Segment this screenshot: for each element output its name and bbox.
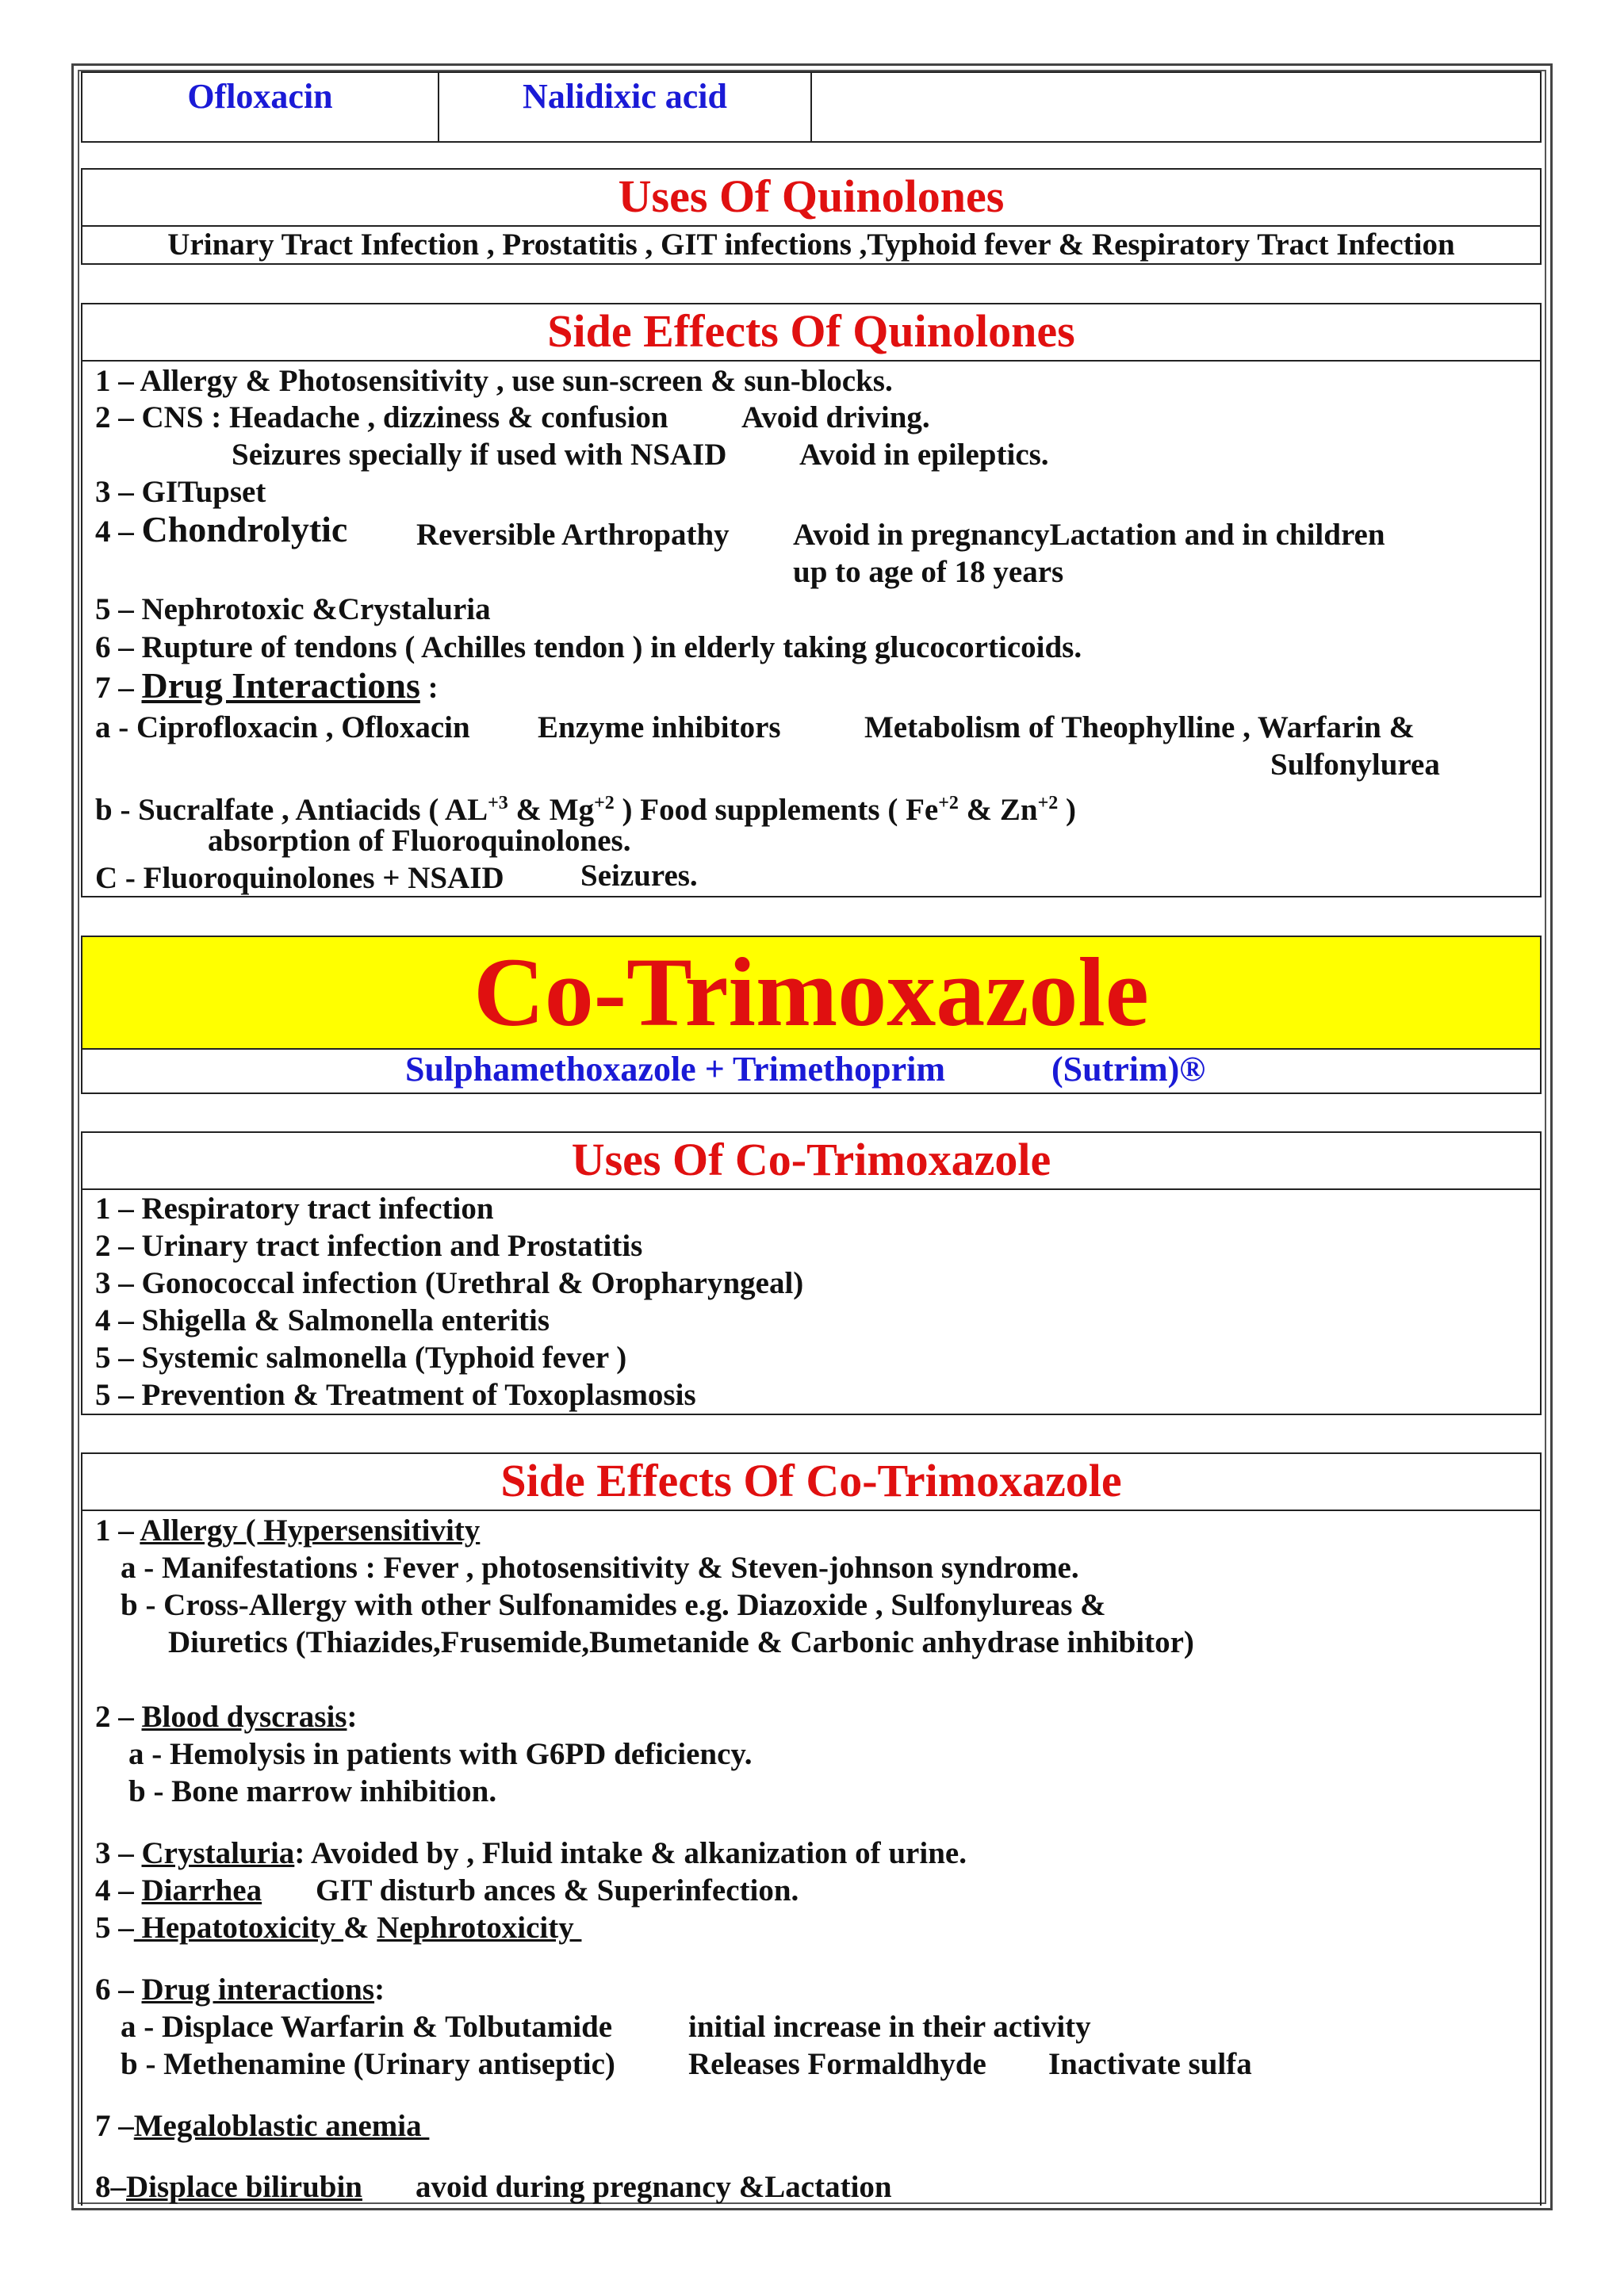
interaction-note: Metabolism of Theophylline , Warfarin & — [864, 710, 1415, 744]
side-effect-note: Avoid in pregnancyLactation and in children — [793, 518, 1385, 552]
interaction-note: Releases Formaldhyde — [688, 2047, 986, 2081]
displace-bilirubin-heading: Displace bilirubin — [126, 2170, 362, 2204]
drug-interactions-heading: Drug Interactions — [141, 665, 420, 706]
section-heading: Uses Of Quinolones — [82, 170, 1540, 227]
interaction-note: initial increase in their activity — [688, 2010, 1091, 2044]
colon: : — [347, 1700, 358, 1734]
list-item: 5 – Systemic salmonella (Typhoid fever ) — [95, 1341, 627, 1375]
line-number: 8– — [95, 2170, 126, 2204]
drug-interactions-heading: Drug interactions — [141, 1973, 375, 2007]
top-table — [81, 71, 1542, 143]
subtitle: Sulphamethoxazole + Trimethoprim — [405, 1050, 945, 1089]
hepatotoxicity-heading: Hepatotoxicity — [133, 1911, 344, 1945]
side-effect-line — [95, 665, 439, 706]
crystaluria-heading: Crystaluria — [141, 1836, 295, 1870]
table-cell-empty — [812, 73, 1540, 141]
list-item: 1 – Respiratory tract infection — [95, 1192, 494, 1226]
interaction-line: a - Displace Warfarin & Tolbutamide — [121, 2010, 613, 2044]
side-effect-note: GIT disturb ances & Superinfection. — [316, 1873, 799, 1908]
cotrimoxazole-subtitle-row — [81, 1048, 1542, 1094]
line-number: 1 – — [95, 1513, 140, 1548]
line-number: 7 – — [95, 2109, 134, 2143]
line-number: 4 – — [95, 1873, 142, 1908]
text: : Avoided by , Fluid intake & alkanization of urine. — [294, 1836, 967, 1870]
section-heading: Uses Of Co-Trimoxazole — [82, 1133, 1540, 1190]
side-effect-note: Avoid driving. — [741, 400, 930, 434]
superscript: +2 — [594, 793, 615, 813]
side-effect-line — [95, 2108, 429, 2145]
side-effect-line: a - Hemolysis in patients with G6PD deficiency. — [128, 1737, 753, 1771]
nephrotoxicity-heading: Nephrotoxicity — [377, 1911, 582, 1945]
side-effect-line: Seizures specially if used with NSAID — [232, 438, 727, 472]
line-number: 5 – — [95, 1911, 134, 1945]
interaction-line: absorption of Fluoroquinolones. — [208, 824, 631, 858]
line-number: 6 – — [95, 1973, 142, 2007]
side-effect-line — [95, 1513, 480, 1549]
interaction-note: Enzyme inhibitors — [538, 710, 781, 744]
text: & Mg — [508, 793, 595, 827]
brand-name: (Sutrim)® — [1051, 1050, 1206, 1089]
text: b - Sucralfate , Antiacids ( AL — [95, 793, 488, 827]
superscript: +3 — [488, 793, 508, 813]
list-item: 4 – Shigella & Salmonella enteritis — [95, 1303, 550, 1337]
uses-quinolones-section — [81, 168, 1542, 265]
side-effect-note: Avoid in epileptics. — [799, 438, 1049, 472]
colon: : — [374, 1973, 385, 2007]
list-item: 2 – Urinary tract infection and Prostatitis — [95, 1229, 643, 1263]
section-heading: Side Effects Of Quinolones — [82, 304, 1540, 362]
allergy-heading: Allergy ( Hypersensitivity — [140, 1513, 481, 1548]
drug-name: Ofloxacin — [187, 77, 333, 116]
side-effect-line — [95, 2169, 362, 2206]
side-effect-line — [95, 1873, 262, 1909]
diarrhea-heading: Diarrhea — [141, 1873, 262, 1908]
colon: : — [419, 671, 439, 705]
side-effect-line: b - Bone marrow inhibition. — [128, 1774, 497, 1808]
text: & Zn — [958, 793, 1038, 827]
text: ) — [1058, 793, 1077, 827]
line-number: 7 – — [95, 671, 142, 705]
side-effect-note: up to age of 18 years — [793, 555, 1064, 589]
line-number: 4 – — [95, 515, 142, 549]
interaction-note: Inactivate sulfa — [1048, 2047, 1252, 2081]
side-effect-line — [95, 1910, 581, 1946]
side-effect-line — [95, 1699, 357, 1735]
interaction-line: a - Ciprofloxacin , Ofloxacin — [95, 710, 470, 744]
uses-text: Urinary Tract Infection , Prostatitis , GIT infections ,Typhoid fever & Respiratory Tract Infection — [167, 228, 1455, 262]
list-item: 3 – Gonococcal infection (Urethral & Oropharyngeal) — [95, 1266, 804, 1300]
blood-dyscrasis-heading: Blood dyscrasis — [141, 1700, 347, 1734]
side-effect-line: 6 – Rupture of tendons ( Achilles tendon ) in elderly taking glucocorticoids. — [95, 630, 1082, 664]
side-effect-line: Diuretics (Thiazides,Frusemide,Bumetanide & Carbonic anhydrase inhibitor) — [168, 1625, 1194, 1659]
interaction-line: b - Methenamine (Urinary antiseptic) — [121, 2047, 615, 2081]
side-effect-line — [95, 1972, 385, 2008]
side-effect-line: a - Manifestations : Fever , photosensitivity & Steven-johnson syndrome. — [121, 1551, 1079, 1585]
list-item: 5 – Prevention & Treatment of Toxoplasmosis — [95, 1378, 696, 1412]
interaction-note: Seizures. — [580, 859, 698, 893]
megaloblastic-anemia-heading: Megaloblastic anemia — [133, 2109, 430, 2143]
text: & — [343, 1911, 377, 1945]
section-heading: Side Effects Of Co-Trimoxazole — [82, 1454, 1540, 1511]
drug-name: Nalidixic acid — [523, 77, 727, 116]
side-effect-line — [95, 1835, 967, 1872]
superscript: +2 — [938, 793, 959, 813]
side-effect-line: 3 – GITupset — [95, 475, 266, 509]
side-effect-line: 1 – Allergy & Photosensitivity , use sun-screen & sun-blocks. — [95, 364, 893, 398]
interaction-line: C - Fluoroquinolones + NSAID — [95, 861, 504, 895]
cotrimoxazole-banner — [81, 936, 1542, 1050]
banner-title: Co-Trimoxazole — [473, 938, 1149, 1047]
side-effect-line: b - Cross-Allergy with other Sulfonamides e.g. Diazoxide , Sulfonylureas & — [121, 1588, 1106, 1622]
side-effect-note: Reversible Arthropathy — [416, 518, 730, 552]
side-effect-note: avoid during pregnancy &Lactation — [416, 2170, 892, 2204]
table-cell-ofloxacin — [82, 73, 439, 141]
text: ) Food supplements ( Fe — [614, 793, 939, 827]
side-effect-line: 2 – CNS : Headache , dizziness & confusion — [95, 400, 668, 434]
interaction-note: Sulfonylurea — [1270, 748, 1440, 782]
side-effect-line: 5 – Nephrotoxic &Crystaluria — [95, 592, 491, 626]
table-cell-nalidixic — [439, 73, 812, 141]
interaction-line — [95, 785, 1076, 828]
line-number: 2 – — [95, 1700, 142, 1734]
superscript: +2 — [1037, 793, 1059, 813]
line-number: 3 – — [95, 1836, 142, 1870]
chondrolytic-label: Chondrolytic — [141, 509, 348, 549]
side-effect-line — [95, 511, 347, 550]
